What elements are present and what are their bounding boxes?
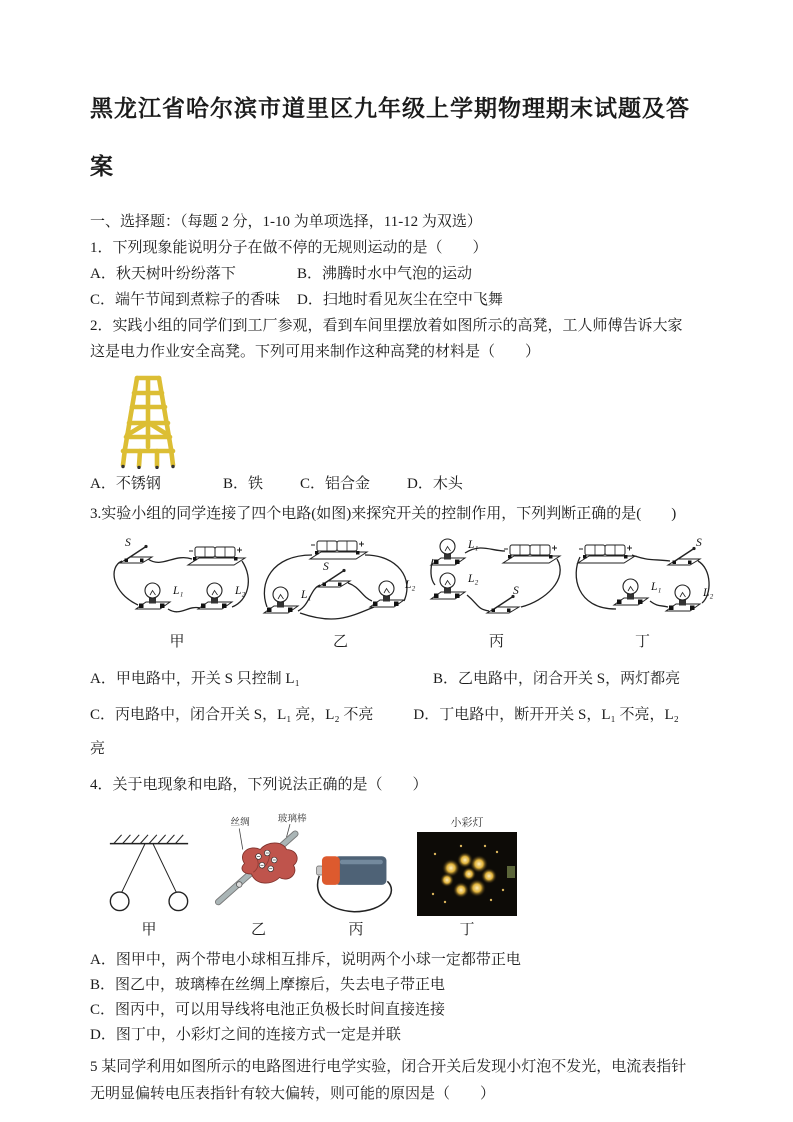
lamp-l1-label: L₁: [651, 581, 662, 593]
q3-label-ding: 丁: [634, 634, 650, 650]
charged-ball-right: [169, 892, 188, 911]
q4-stem: 4．关于电现象和电路，下列说法正确的是（ ）: [90, 777, 428, 793]
lamp-l1-component: [264, 587, 298, 613]
switch-component: [487, 595, 519, 613]
circuit-jia-figure: [102, 535, 252, 630]
lamp-l2-component: [666, 585, 700, 611]
battery-terminal: [317, 866, 323, 875]
q4-label-bing: 丙: [348, 922, 364, 938]
ceiling-hatching: [114, 835, 183, 844]
page-title: 黑龙江省哈尔滨市道里区九年级上学期物理期末试题及答案: [90, 96, 690, 179]
q2-figure-wrap: [110, 373, 702, 469]
lamp-l1-component: [431, 539, 465, 565]
q4-label-ding: 丁: [459, 922, 475, 938]
lamp-l2-label: L₂: [235, 585, 246, 597]
q3-figure-labels-row: [90, 632, 702, 652]
battery-component: [188, 547, 245, 565]
q3-option-b: B．乙电路中，闭合开关 S，两灯都亮: [433, 671, 681, 687]
q4-option-b: B．图乙中，玻璃棒在丝绸上摩擦后，失去电子带正电: [90, 977, 446, 993]
glass-rod-silk-figure: [206, 804, 311, 916]
switch-label: S: [696, 537, 702, 549]
lamp-l1-label: L₁: [301, 589, 312, 601]
q3-options-row-2: [90, 698, 695, 766]
switch-label: S: [323, 561, 329, 573]
q4-option-a: A．图甲中，两个带电小球相互排斥，说明两个小球一定都带正电: [90, 952, 521, 968]
lamp-l2-label: L₂: [703, 587, 714, 599]
q1-options-row-1: [90, 261, 702, 287]
q3-figures-row: [90, 535, 714, 630]
charged-ball-left: [110, 892, 129, 911]
lamp-l1-component: [614, 579, 648, 605]
lamp-l1-label: L₁: [173, 585, 184, 597]
q1-option-d: D．扫地时看见灰尘在空中飞舞: [297, 292, 503, 308]
q2-option-c: C．铝合金: [300, 476, 371, 492]
lamp-l1-label: L₁: [468, 539, 479, 551]
lamp-l2-component: [198, 583, 232, 609]
q5-stem: 5 某同学利用如图所示的电路图进行电学实验，闭合开关后发现小灯泡不发光，电流表指针无明显偏转电压表指针有较大偏转，则可能的原因是（ ）: [90, 1059, 687, 1102]
q1-option-b: B．沸腾时水中气泡的运动: [297, 266, 473, 282]
fairy-lights-figure: [417, 817, 517, 916]
q2-option-a: A．不锈钢: [90, 476, 161, 492]
q1-option-c: C．端午节闻到煮粽子的香味: [90, 292, 281, 308]
battery-component: [578, 545, 635, 563]
glass-rod-label: 玻璃棒: [277, 813, 307, 825]
circuit-ding-figure: [570, 535, 715, 630]
q4-label-yi: 乙: [250, 922, 266, 938]
silk-label: 丝绸: [230, 817, 250, 828]
battery-short-circuit-figure: [313, 834, 399, 916]
q3-option-d: D．丁电路中，断开开关 S，L₁ 不亮，L₂ 亮: [90, 707, 679, 757]
fairy-lights-label: 小彩灯: [450, 817, 484, 829]
stool-feet: [121, 465, 174, 469]
q4-option-c: C．图丙中，可以用导线将电池正负极长时间直接连接: [90, 1002, 446, 1018]
circuit-yi-figure: [258, 535, 423, 630]
battery-cap: [322, 856, 340, 885]
q3-option-c: C．丙电路中，闭合开关 S，L₁ 亮，L₂ 不亮: [90, 707, 374, 723]
q3-options-row-1: [90, 664, 702, 694]
q1-option-a: A．秋天树叶纷纷落下: [90, 266, 236, 282]
rod-band: [236, 882, 242, 888]
switch-label: S: [513, 585, 519, 597]
q4-figures-row: [90, 804, 702, 916]
battery-component: [310, 541, 367, 559]
q2-options-row: [90, 471, 702, 497]
q3-label-bing: 丙: [488, 634, 504, 650]
q2-option-d: D．木头: [407, 476, 463, 492]
lamp-l2-component: [370, 581, 404, 607]
q2-option-b: B．铁: [223, 476, 264, 492]
circuit-bing-figure: [429, 535, 564, 630]
exam-content: [90, 80, 714, 1108]
lamp-l2-label: L₂: [405, 579, 416, 591]
q1-options-row-2: [90, 287, 702, 313]
lamp-l1-component: [136, 583, 170, 609]
battery-component: [503, 545, 560, 563]
q3-option-a: A．甲电路中，开关 S 只控制 L₁: [90, 671, 300, 687]
q4-figure-labels-row: [90, 920, 702, 940]
q4-option-d: D．图丁中，小彩灯之间的连接方式一定是并联: [90, 1027, 401, 1043]
lamp-l2-label: L₂: [468, 573, 479, 585]
q3-label-yi: 乙: [332, 634, 348, 650]
q3-label-jia: 甲: [169, 634, 185, 650]
safety-stool-figure: [110, 373, 188, 469]
q2-stem: 2．实践小组的同学们到工厂参观，看到车间里摆放着如图所示的高凳，工人师傅告诉大家这是电力作业安全高凳。下列可用来制作这种高凳的材料是（ ）: [90, 318, 683, 360]
lamp-l2-component: [431, 573, 465, 599]
switch-label: S: [125, 537, 131, 549]
q1-stem: 1．下列现象能说明分子在做不停的无规则运动的是（ ）: [90, 240, 488, 256]
switch-component: [668, 547, 700, 565]
q4-label-jia: 甲: [141, 922, 157, 938]
section-heading: 一、选择题：（每题 2 分，1-10 为单项选择，11-12 为双选）: [90, 214, 482, 230]
charged-balls-figure: [104, 826, 194, 916]
q3-stem: 3.实验小组的同学连接了四个电路(如图)来探究开关的控制作用，下列判断正确的是( ): [90, 506, 677, 522]
